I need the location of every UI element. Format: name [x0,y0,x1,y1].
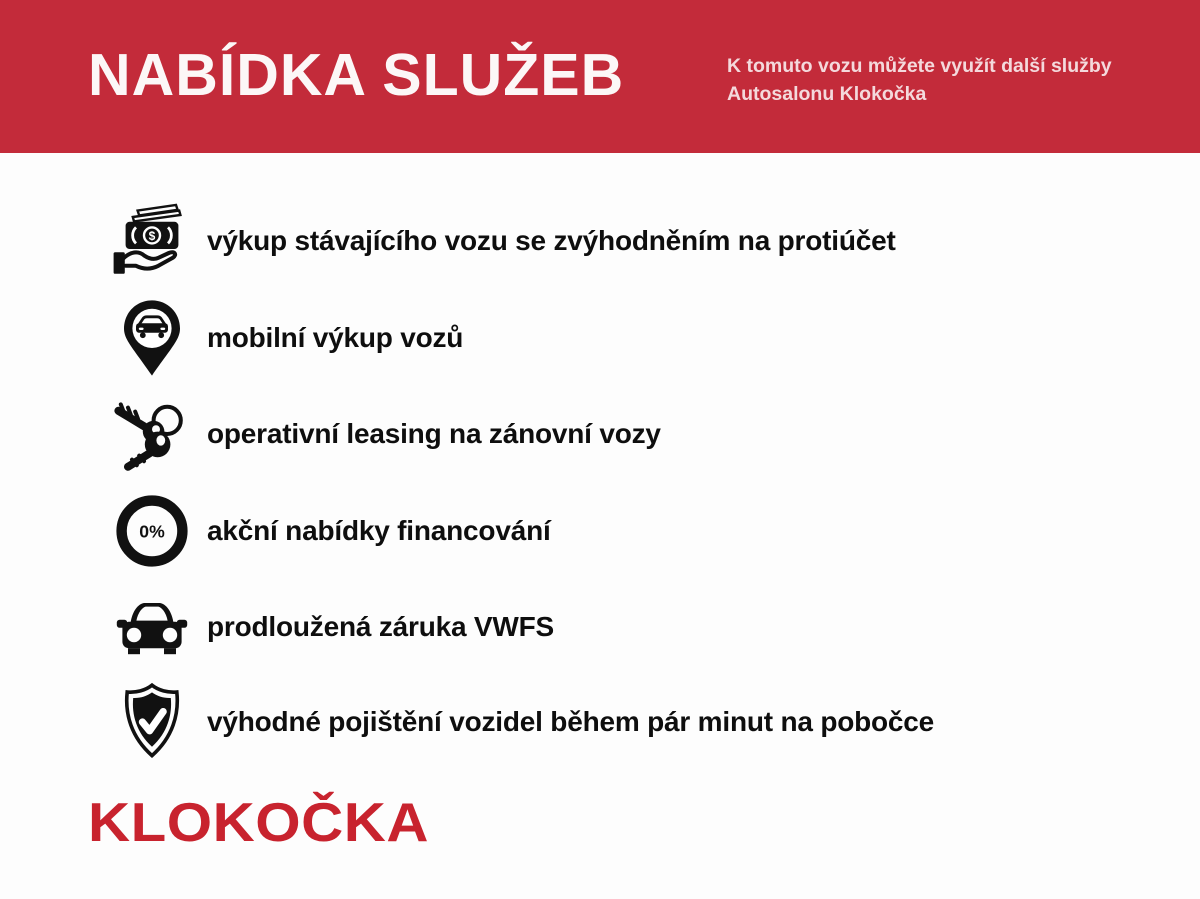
zero-percent-icon [110,489,194,573]
klokocka-logo: KLOKOČKA [88,791,430,853]
service-label: výkup stávajícího vozu se zvýhodněním na protiúčet [207,225,896,256]
service-label: operativní leasing na zánovní vozy [207,418,661,449]
map-pin-car-icon [110,296,194,380]
service-item-mobile-buyout [110,290,1150,386]
service-label: akční nabídky financování [207,515,551,546]
service-item-financing [110,483,1150,579]
car-front-icon [110,585,194,669]
service-item-warranty [110,579,1150,675]
keys-icon [110,392,194,476]
service-item-trade-in [110,193,1150,289]
header-subtitle [727,52,1112,108]
service-item-insurance [110,674,1150,770]
service-item-leasing [110,386,1150,482]
service-label: mobilní výkup vozů [207,322,464,353]
money-hand-icon [110,199,194,283]
header-banner [0,0,1200,153]
header-subtitle-line2: Autosalonu Klokočka [727,83,927,105]
shield-check-icon [110,680,194,764]
header-subtitle-line1: K tomuto vozu můžete využít další služby [727,55,1112,77]
service-label: výhodné pojištění vozidel během pár minut na pobočce [207,706,935,737]
service-label: prodloužená záruka VWFS [207,611,554,642]
page-title: NABÍDKA SLUŽEB [88,42,625,108]
zero-percent-text: 0% [139,521,165,542]
svg-text:$: $ [148,228,156,243]
